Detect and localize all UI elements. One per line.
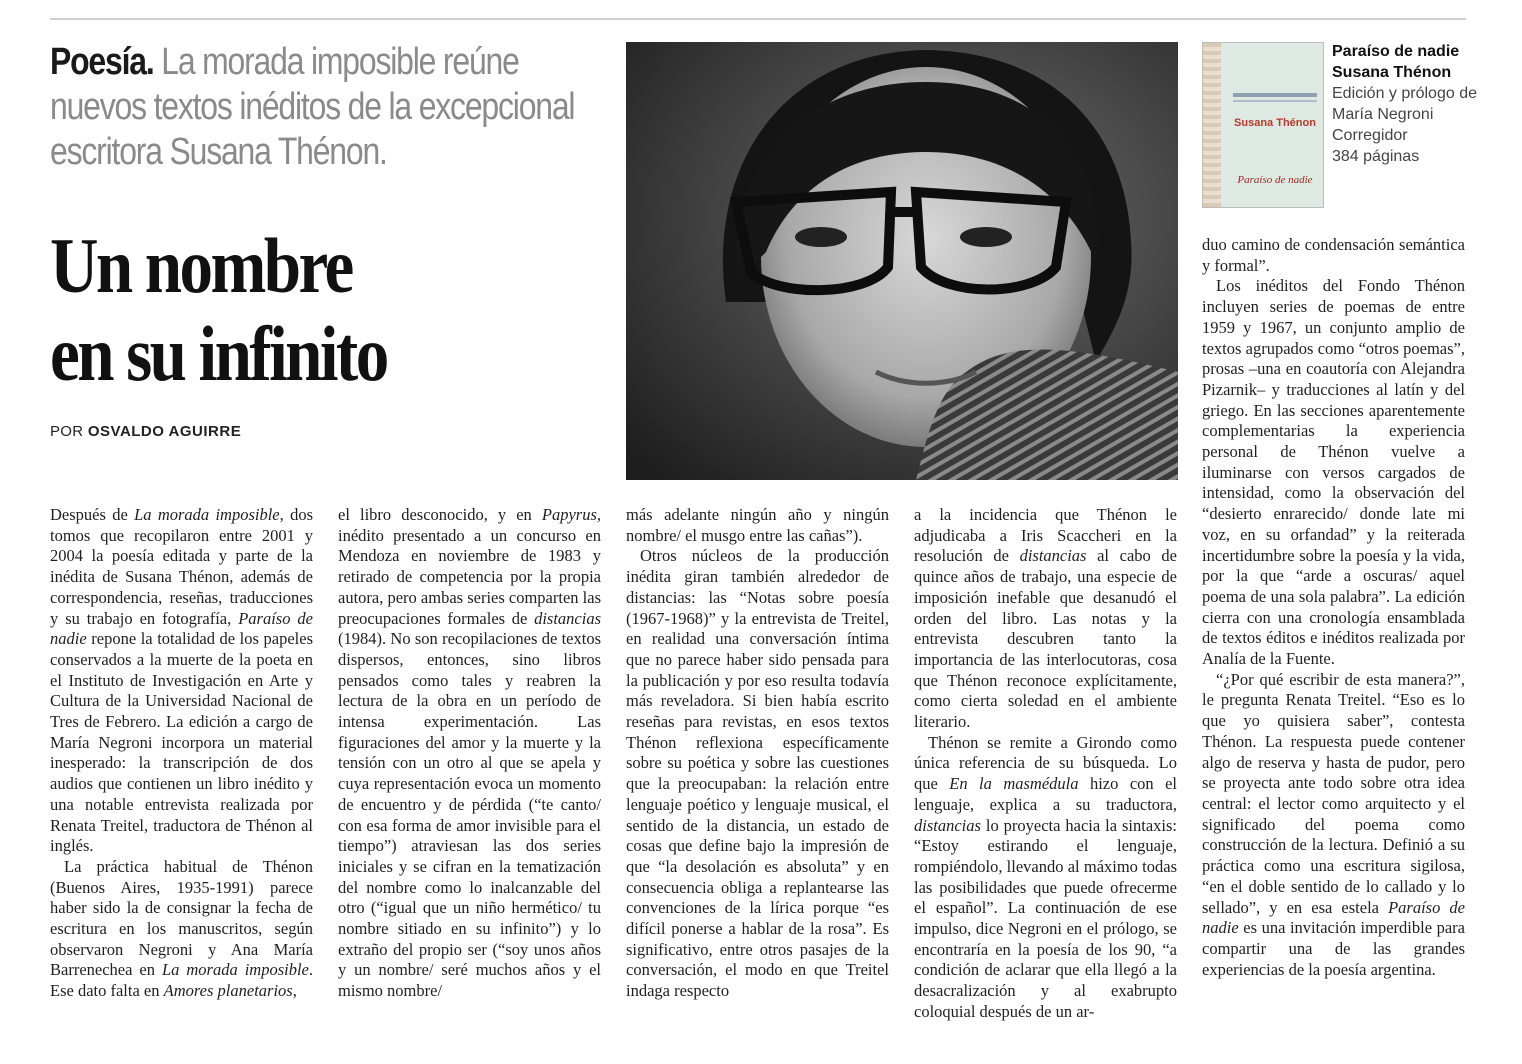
cover-author: Susana Thénon: [1234, 117, 1316, 129]
book-cover: [1202, 42, 1324, 208]
byline-prefix: POR: [50, 423, 84, 440]
column-3: [626, 505, 889, 1002]
book-info: [1332, 41, 1492, 167]
paragraph: a la incidencia que Thénon le adjudicaba a Iris Scaccheri en la resolución de distancias al cabo de quince años de trabajo, una especie de imposición inefable que desanudó el orden del libro. Las notas y la entrevista descubren tanto la importancia de las interlocutoras, cosa que Thénon reconoce explícitamente, como cierta soledad en el ambiente literario.: [914, 505, 1177, 732]
cover-title: Paraíso de nadie: [1237, 174, 1313, 186]
section-label: Poesía.: [50, 41, 154, 83]
column-2: [338, 505, 601, 1002]
paragraph: Después de La morada imposible, dos tomos que recopilaron entre 2001 y 2004 la poesía editada y parte de la inédita de Susana Thénon, además de correspondencia, reseñas, traducciones y su trabajo en fotografía, Paraíso de nadie repone la totalidad de los papeles conservados a la muerte de la poeta en el Instituto de Investigación en Arte y Cultura de la Universidad Nacional de Tres de Febrero. La edición a cargo de María Negroni incorpora un material inesperado: la transcripción de dos audios que contienen un libro inédito y una notable entrevista realizada por Renata Treitel, traductora de Thénon al inglés.: [50, 505, 313, 856]
portrait-photo: [626, 42, 1178, 480]
kicker-text: La morada imposible reúne nuevos textos inéditos de la excepcional escritora Susana Thénon.: [50, 41, 575, 173]
cover-strip-2: [1233, 100, 1317, 102]
portrait-illustration: [626, 42, 1178, 480]
column-1: [50, 505, 313, 1002]
book-title: Paraíso de nadie: [1332, 43, 1460, 60]
kicker: [50, 40, 610, 175]
book-edition-2: María Negroni: [1332, 106, 1434, 123]
paragraph: La práctica habitual de Thénon (Buenos Aires, 1935-1991) parece haber sido la de consignar la fecha de escritura en los manuscritos, según observaron Negroni y Ana María Barrenechea en La morada imposible. Ese dato falta en Amores planetarios,: [50, 856, 313, 1001]
paragraph: Los inéditos del Fondo Thénon incluyen series de poemas de entre 1959 y 1967, un conjunto amplio de textos agrupados como “otros poemas”, prosas –una en coautoría con Alejandra Pizarnik– y traducciones al latín y del griego. En las secciones aparentemente complementarias la experiencia personal de Thénon vuelve a iluminarse con versos cargados de intensidad, como la observación del “desierto enrarecido/ donde late mi voz, en su orfandad” y la reiterada incertidumbre sobre la poesía y la vida, por la que “arde a oscuras/ aquel poema de una sola palabra”. La edición cierra con una cronología ensamblada de textos éditos e inéditos realizada por Analía de la Fuente.: [1202, 276, 1465, 669]
book-author: Susana Thénon: [1332, 64, 1452, 81]
top-rule: [50, 18, 1466, 20]
book-publisher: Corregidor: [1332, 127, 1408, 144]
cover-pattern: [1203, 43, 1221, 207]
book-pages: 384 páginas: [1332, 148, 1420, 165]
paragraph: el libro desconocido, y en Papyrus, inédito presentado a un concurso en Mendoza en noviembre de 1983 y retirado de competencia por la propia autora, pero ambas series comparten las preocupaciones formales de distancias (1984). No son recopilaciones de textos dispersos, entonces, sino libros pensados como tales y reabren la lectura de la obra en un período de intensa experimentación. Las figuraciones del amor y la muerte y la tensión con un otro al que se apela y cuya representación evoca un momento de encuentro y de pérdida (“te canto/ con esa forma de amor invisible para el tiempo”) atraviesan las dos series iniciales y se cifran en la tematización del nombre como lo inalcanzable del otro (“igual que un niño hermético/ tu nombre sitiado en su infinito”) y lo extraño del propio ser (“soy unos años y un nombre/ seré muchos años y el mismo nombre/: [338, 505, 601, 1001]
paragraph: Thénon se remite a Girondo como única referencia de su búsqueda. Lo que En la masmédula hizo con el lenguaje, explica a su traductora, distancias lo proyecta hacia la sintaxis: “Estoy estirando el lenguaje, rompiéndolo, llevando al máximo todas las posibilidades que puede ofrecerme el español”. La continuación de ese impulso, dice Negroni en el prólogo, se encontraría en la poesía de los 90, “a condición de aclarar que ella llegó a la desacralización y al exabrupto coloquial después de un ar-: [914, 732, 1178, 1021]
column-5: [1202, 235, 1465, 980]
byline: [50, 423, 241, 440]
paragraph: más adelante ningún año y ningún nombre/ el musgo entre las cañas”).: [626, 505, 889, 545]
cover-strip: [1233, 93, 1317, 97]
book-edition-1: Edición y prólogo de: [1332, 85, 1477, 102]
paragraph: “¿Por qué escribir de esta manera?”, le pregunta Renata Treitel. “Eso es lo que yo quisiera saber”, contesta Thénon. La respuesta puede contener algo de reserva y hasta de pudor, pero se proyecta ante todo sobre otra idea central: el lector como arquitecto y el significado del poema como construcción de la lectura. Definió a su práctica como una escritura sigilosa, “en el doble sentido de lo callado y lo sellado”, y en esa estela Paraíso de nadie es una invitación imperdible para compartir una de las grandes experiencias de la poesía argentina.: [1202, 669, 1465, 979]
paragraph: duo camino de condensación semántica y formal”.: [1202, 235, 1465, 275]
byline-author: OSVALDO AGUIRRE: [87, 423, 242, 440]
headline-line-2: en su infinito: [50, 310, 387, 397]
headline-line-1: Un nombre: [50, 222, 352, 309]
paragraph: Otros núcleos de la producción inédita giran también alrededor de distancias: las “Notas sobre poesía (1967-1968)” y la entrevista de Treitel, en realidad una conversación íntima que no parece haber sido pensada para la publicación y por eso resulta todavía más reveladora. Si bien había escrito reseñas para revistas, en esos textos Thénon reflexiona específicamente sobre su poética y sobre las cuestiones que la preocupaban: la relación entre lenguaje poético y lenguaje musical, el sentido de la distancia, un estado de cosas que define bajo la impresión de que “la desolación es absoluta” y en consecuencia obliga a replantearse las convenciones de la lírica porque “es difícil ponerse a hablar de la rosa”. Es significativo, entre otros pasajes de la conversación, el modo en que Treitel indaga respecto: [626, 546, 889, 1001]
headline: [50, 222, 566, 398]
column-4: [914, 505, 1177, 1023]
